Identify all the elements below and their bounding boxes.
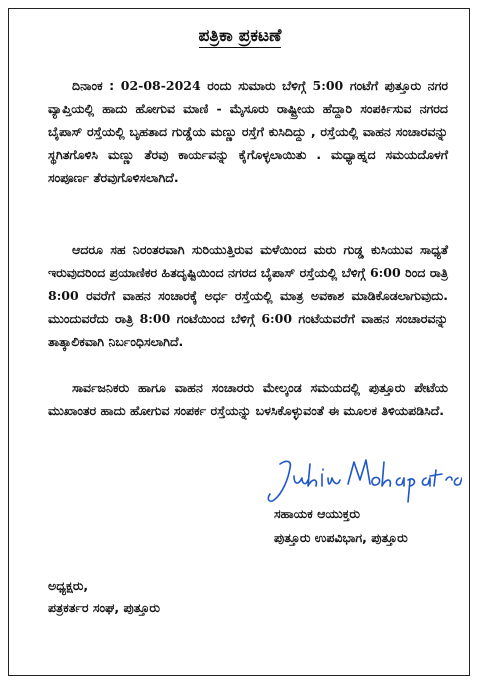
date-prefix: ದಿನಾಂಕ :: [72, 78, 121, 93]
paragraph-restriction: [48, 238, 448, 353]
recipient-organization: ಪತ್ರಕರ್ತರ ಸಂಘ, ಪುತ್ತೂರು: [48, 600, 160, 615]
page-title: [0, 26, 480, 46]
signatory-designation: ಸಹಾಯಕ ಆಯುಕ್ತರು: [274, 506, 360, 521]
time-value: 6:00: [261, 311, 293, 326]
signature-block: [262, 450, 462, 550]
incident-time: 5:00: [312, 78, 344, 93]
paragraph-incident: [48, 74, 448, 189]
text-segment: ಗಂಟೆಗೆ ಪುತ್ತೂರು ನಗರ ವ್ಯಾಪ್ತಿಯಲ್ಲಿ ಹಾದು ಹೋಗುವ ಮಾಣಿ - ಮೈಸೂರು ರಾಷ್ಟ್ರೀಯ ಹೆದ್ದಾರಿ ಸಂಪರ್ಕಿಸುವ ನಗರದ ಬೈಪಾಸ್ ರಸ್ತೆಯಲ್ಲಿ ಬೃಹತಾದ ಗುಡ್ಡೆಯ ಮಣ್ಣು ರಸ್ತೆಗೆ ಕುಸಿದಿದ್ದು , ರಸ್ತೆಯಲ್ಲಿ ವಾಹನ ಸಂಚಾರವನ್ನು ಸ್ಥಗಿತಗೊಳಿಸಿ ಮಣ್ಣು ತೆರವು ಕಾರ್ಯವನ್ನು ಕೈಗೊಳ್ಳಲಾಯಿತು . ಮಧ್ಯಾಹ್ನದ ಸಮಯದೊಳಗೆ ಸಂಪೂರ್ಣ ತೆರವುಗೊಳಿಸಲಾಗಿದೆ.: [48, 78, 448, 185]
text-segment: ರವರೆಗೆ ವಾಹನ ಸಂಚಾರಕ್ಕೆ ಅರ್ಧ ರಸ್ತೆಯಲ್ಲಿ ಮಾತ್ರ ಅವಕಾಶ ಮಾಡಿಕೊಡಲಾಗುವುದು. ಮುಂದುವರೆದು ರಾತ್ರಿ: [48, 288, 448, 326]
incident-date: 02-08-2024: [120, 78, 201, 93]
title-text: ಪತ್ರಿಕಾ ಪ್ರಕಟಣೆ: [198, 26, 282, 46]
paragraph-advisory: [48, 376, 448, 422]
text-segment: ಸಾರ್ವಜನಿಕರು ಹಾಗೂ ವಾಹನ ಸಂಚಾರರು ಮೇಲ್ಕಂಡ ಸಮಯದಲ್ಲಿ ಪುತ್ತೂರು ಪೇಟೆಯ ಮುಖಾಂತರ ಹಾದು ಹೋಗುವ ಸಂಪರ್ಕ ರಸ್ತೆಯನ್ನು ಬಳಸಿಕೊಳ್ಳುವಂತೆ ಈ ಮೂಲಕ ತಿಳಿಯಪಡಿಸಿದೆ.: [48, 380, 448, 418]
text-segment: ಗಂಟೆಯವರೆಗೆ ವಾಹನ ಸಂಚಾರವನ್ನು ತಾತ್ಕಾಲಿಕವಾಗಿ ನಿರ್ಬಂಧಿಸಲಾಗಿದೆ.: [48, 311, 449, 349]
time-value: 6:00: [369, 265, 401, 280]
recipient-title: ಅಧ್ಯಕ್ಷರು,: [48, 578, 89, 593]
text-segment: ರಿಂದ ರಾತ್ರಿ: [400, 265, 448, 280]
text-segment: ಆದರೂ ಸಹ ನಿರಂತರವಾಗಿ ಸುರಿಯುತ್ತಿರುವ ಮಳೆಯಿಂದ ಮರು ಗುಡ್ಡ ಕುಸಿಯುವ ಸಾಧ್ಯತೆ ಇರುವುದರಿಂದ ಪ್ರಯಾಣಿಕರ ಹಿತದೃಷ್ಟಿಯಿಂದ ನಗರದ ಬೈಪಾಸ್ ರಸ್ತೆಯಲ್ಲಿ ಬೆಳಿಗ್ಗೆ: [48, 242, 448, 280]
signatory-office: ಪುತ್ತೂರು ಉಪವಿಭಾಗ, ಪುತ್ತೂರು: [274, 530, 408, 545]
text-segment: ರಂದು ಸುಮಾರು ಬೆಳಿಗ್ಗೆ: [200, 78, 313, 93]
time-value: 8:00: [48, 288, 79, 303]
handwritten-signature: [262, 450, 462, 510]
time-value: 8:00: [139, 311, 171, 326]
text-segment: ಗಂಟೆಯಿಂದ ಬೆಳಿಗ್ಗೆ: [170, 311, 262, 326]
